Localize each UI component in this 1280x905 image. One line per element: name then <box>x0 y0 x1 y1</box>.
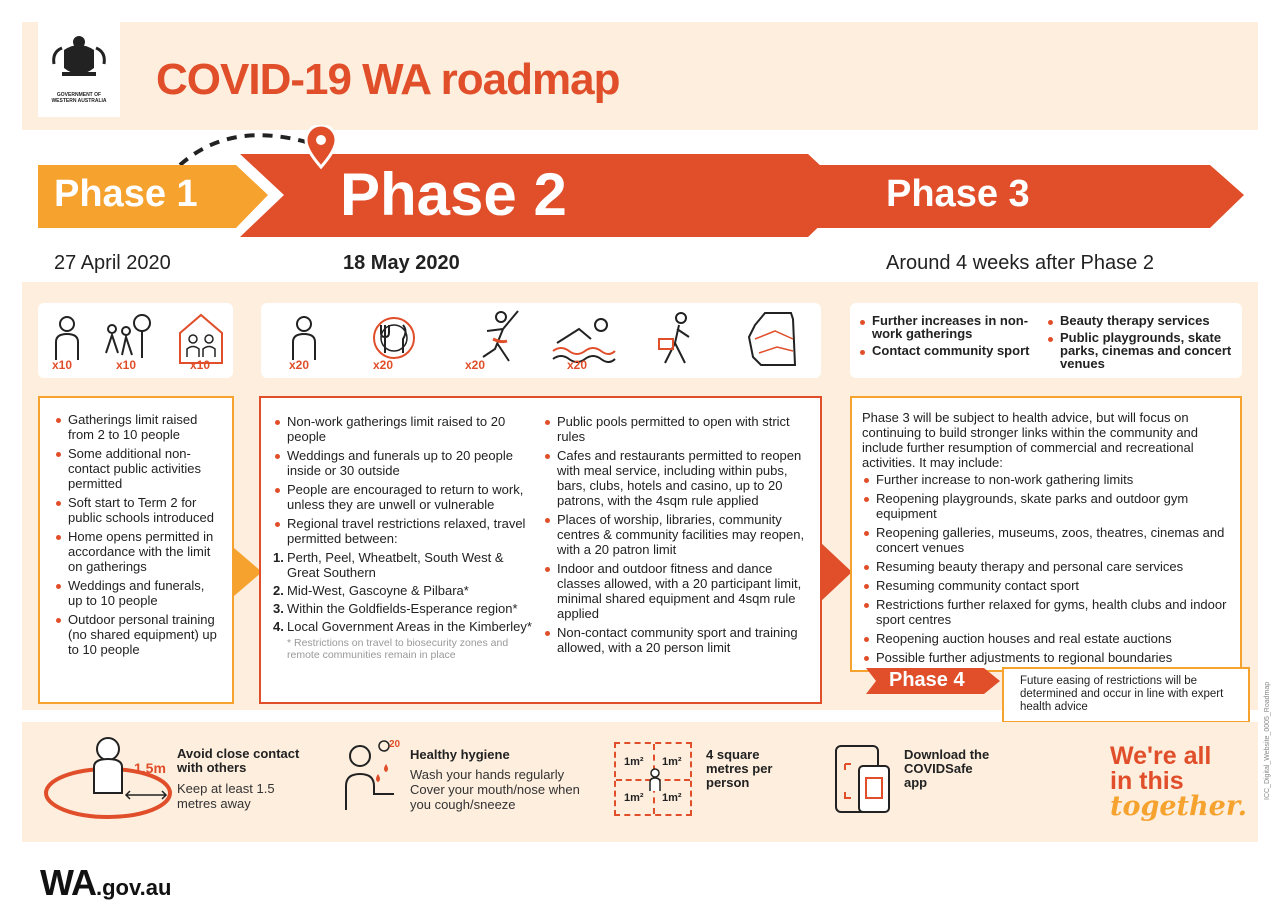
list-item: Some additional non-contact public activities permitted <box>54 446 222 491</box>
distance-icon <box>38 735 178 825</box>
page-title: COVID-19 WA roadmap <box>156 55 620 104</box>
outdoor-group-icon <box>100 313 160 363</box>
distance-label: 1.5m <box>134 760 166 776</box>
side-code: ICC_Digital_Website_0005_Roadmap <box>1264 681 1271 800</box>
phase1-list-box <box>38 396 234 704</box>
list-item: Beauty therapy services <box>1046 314 1236 327</box>
list-item: Further increase to non-work gathering limits <box>862 472 1230 487</box>
logo-bold: WA <box>40 862 96 903</box>
region-item: 1. Perth, Peel, Wheatbelt, South West & Great Southern <box>273 550 504 580</box>
app-title: Download the COVIDSafe app <box>904 747 990 790</box>
phase3-label: Phase 3 <box>886 173 1030 215</box>
phase2-date: 18 May 2020 <box>343 252 460 274</box>
wa-gov-logo <box>40 862 171 904</box>
list-item: Regional travel restrictions relaxed, travel permitted between: <box>273 516 535 546</box>
list-item: Reopening playgrounds, skate parks and outdoor gym equipment <box>862 491 1230 521</box>
list-item: Gatherings limit raised from 2 to 10 people <box>54 412 222 442</box>
phase3-intro: Phase 3 will be subject to health advice, but will focus on continuing to build stronger links within the community and include further resumption of commercial and recreational activities. It may include: <box>862 410 1199 470</box>
hygiene-sub: Wash your hands regularly Cover your mouth/nose when you cough/sneeze <box>410 767 580 812</box>
hygiene-title: Healthy hygiene <box>410 747 510 762</box>
sqm-title: 4 square metres per person <box>706 747 773 790</box>
list-item: Cafes and restaurants permitted to reopen with meal service, including within pubs, bars, clubs, hotels and casino, up to 20 patrons, with the 4sqm rule applied <box>543 448 813 508</box>
phase2-icons <box>261 303 821 378</box>
contact-title: Avoid close contact with others <box>177 746 300 775</box>
icon-multiplier: x10 <box>190 358 211 372</box>
region-item: 4. Local Government Areas in the Kimberley* <box>273 619 532 634</box>
swimming-icon <box>551 313 617 363</box>
sqm-cell: 1m² <box>624 792 644 804</box>
crest-icon <box>38 28 120 98</box>
list-item: Further increases in non-work gatherings <box>858 314 1030 340</box>
footnote: * Restrictions on travel to biosecurity zones and remote communities remain in place <box>287 637 509 661</box>
dining-icon <box>369 313 419 363</box>
region-list <box>273 550 535 634</box>
list-item: People are encouraged to return to work, unless they are unwell or vulnerable <box>273 482 535 512</box>
timer-label: 20 <box>389 739 401 750</box>
phase4-note: Future easing of restrictions will be determined and occur in line with expert health advice <box>1002 667 1250 723</box>
wa-map-icon <box>745 309 801 369</box>
sqm-cell: 1m² <box>662 756 682 768</box>
list-item: Soft start to Term 2 for public schools introduced <box>54 495 222 525</box>
phase3-summary <box>850 303 1242 378</box>
phase1-icons <box>38 303 233 378</box>
list-item: Non-work gatherings limit raised to 20 people <box>273 414 535 444</box>
list-item: Outdoor personal training (no shared equipment) up to 10 people <box>54 612 222 657</box>
phase1-date: 27 April 2020 <box>54 252 171 274</box>
phase3-date: Around 4 weeks after Phase 2 <box>886 252 1154 274</box>
icon-multiplier: x20 <box>289 358 310 372</box>
gov-label: GOVERNMENT OF WESTERN AUSTRALIA <box>51 92 107 104</box>
list-item: Indoor and outdoor fitness and dance classes allowed, with a 20 participant limit, minimal shared equipment and 4sqm rule applied <box>543 561 813 621</box>
sqm-cell: 1m² <box>624 756 644 768</box>
list-item: Contact community sport <box>858 344 1030 357</box>
dance-icon <box>473 309 523 365</box>
list-item: Reopening auction houses and real estate auctions <box>862 631 1230 646</box>
icon-multiplier: x10 <box>52 358 73 372</box>
list-item: Resuming community contact sport <box>862 578 1230 593</box>
list-item: Non-contact community sport and training allowed, with a 20 person limit <box>543 625 813 655</box>
sqm-grid <box>614 742 692 816</box>
phase3-list-box <box>850 396 1242 672</box>
list-item: Possible further adjustments to regional boundaries <box>862 650 1230 665</box>
phase2-label: Phase 2 <box>340 161 567 228</box>
list-item: Places of worship, libraries, community centres & community facilities may reopen, with a 20 patron limit <box>543 512 813 557</box>
phase2-list-box <box>259 396 822 704</box>
sqm-cell: 1m² <box>662 792 682 804</box>
logo-rest: .gov.au <box>96 875 172 900</box>
icon-multiplier: x20 <box>465 358 486 372</box>
list-item: Reopening galleries, museums, zoos, theatres, cinemas and concert venues <box>862 525 1230 555</box>
icon-multiplier: x10 <box>116 358 137 372</box>
region-item: 2. Mid-West, Gascoyne & Pilbara* <box>273 583 469 598</box>
list-item: Weddings and funerals up to 20 people inside or 30 outside <box>273 448 535 478</box>
icon-multiplier: x20 <box>373 358 394 372</box>
icon-multiplier: x20 <box>567 358 588 372</box>
contact-sub: Keep at least 1.5 metres away <box>177 781 275 811</box>
list-item: Weddings and funerals, up to 10 people <box>54 578 222 608</box>
list-item: Resuming beauty therapy and personal care services <box>862 559 1230 574</box>
phase1-label: Phase 1 <box>54 173 198 215</box>
list-item: Restrictions further relaxed for gyms, health clubs and indoor sport centres <box>862 597 1230 627</box>
list-item: Public playgrounds, skate parks, cinemas and concert venues <box>1046 331 1236 370</box>
gov-crest-card <box>38 22 120 117</box>
list-item: Home opens permitted in accordance with the limit on gatherings <box>54 529 222 574</box>
worker-icon <box>655 311 699 367</box>
phone-icon <box>833 742 893 818</box>
person-icon <box>648 768 662 792</box>
hygiene-icon <box>342 740 406 820</box>
region-item: 3. Within the Goldfields-Esperance region* <box>273 601 518 616</box>
list-item: Public pools permitted to open with strict rules <box>543 414 813 444</box>
phase4-label: Phase 4 <box>889 669 965 691</box>
slogan: We're all in this together. <box>1110 742 1247 822</box>
